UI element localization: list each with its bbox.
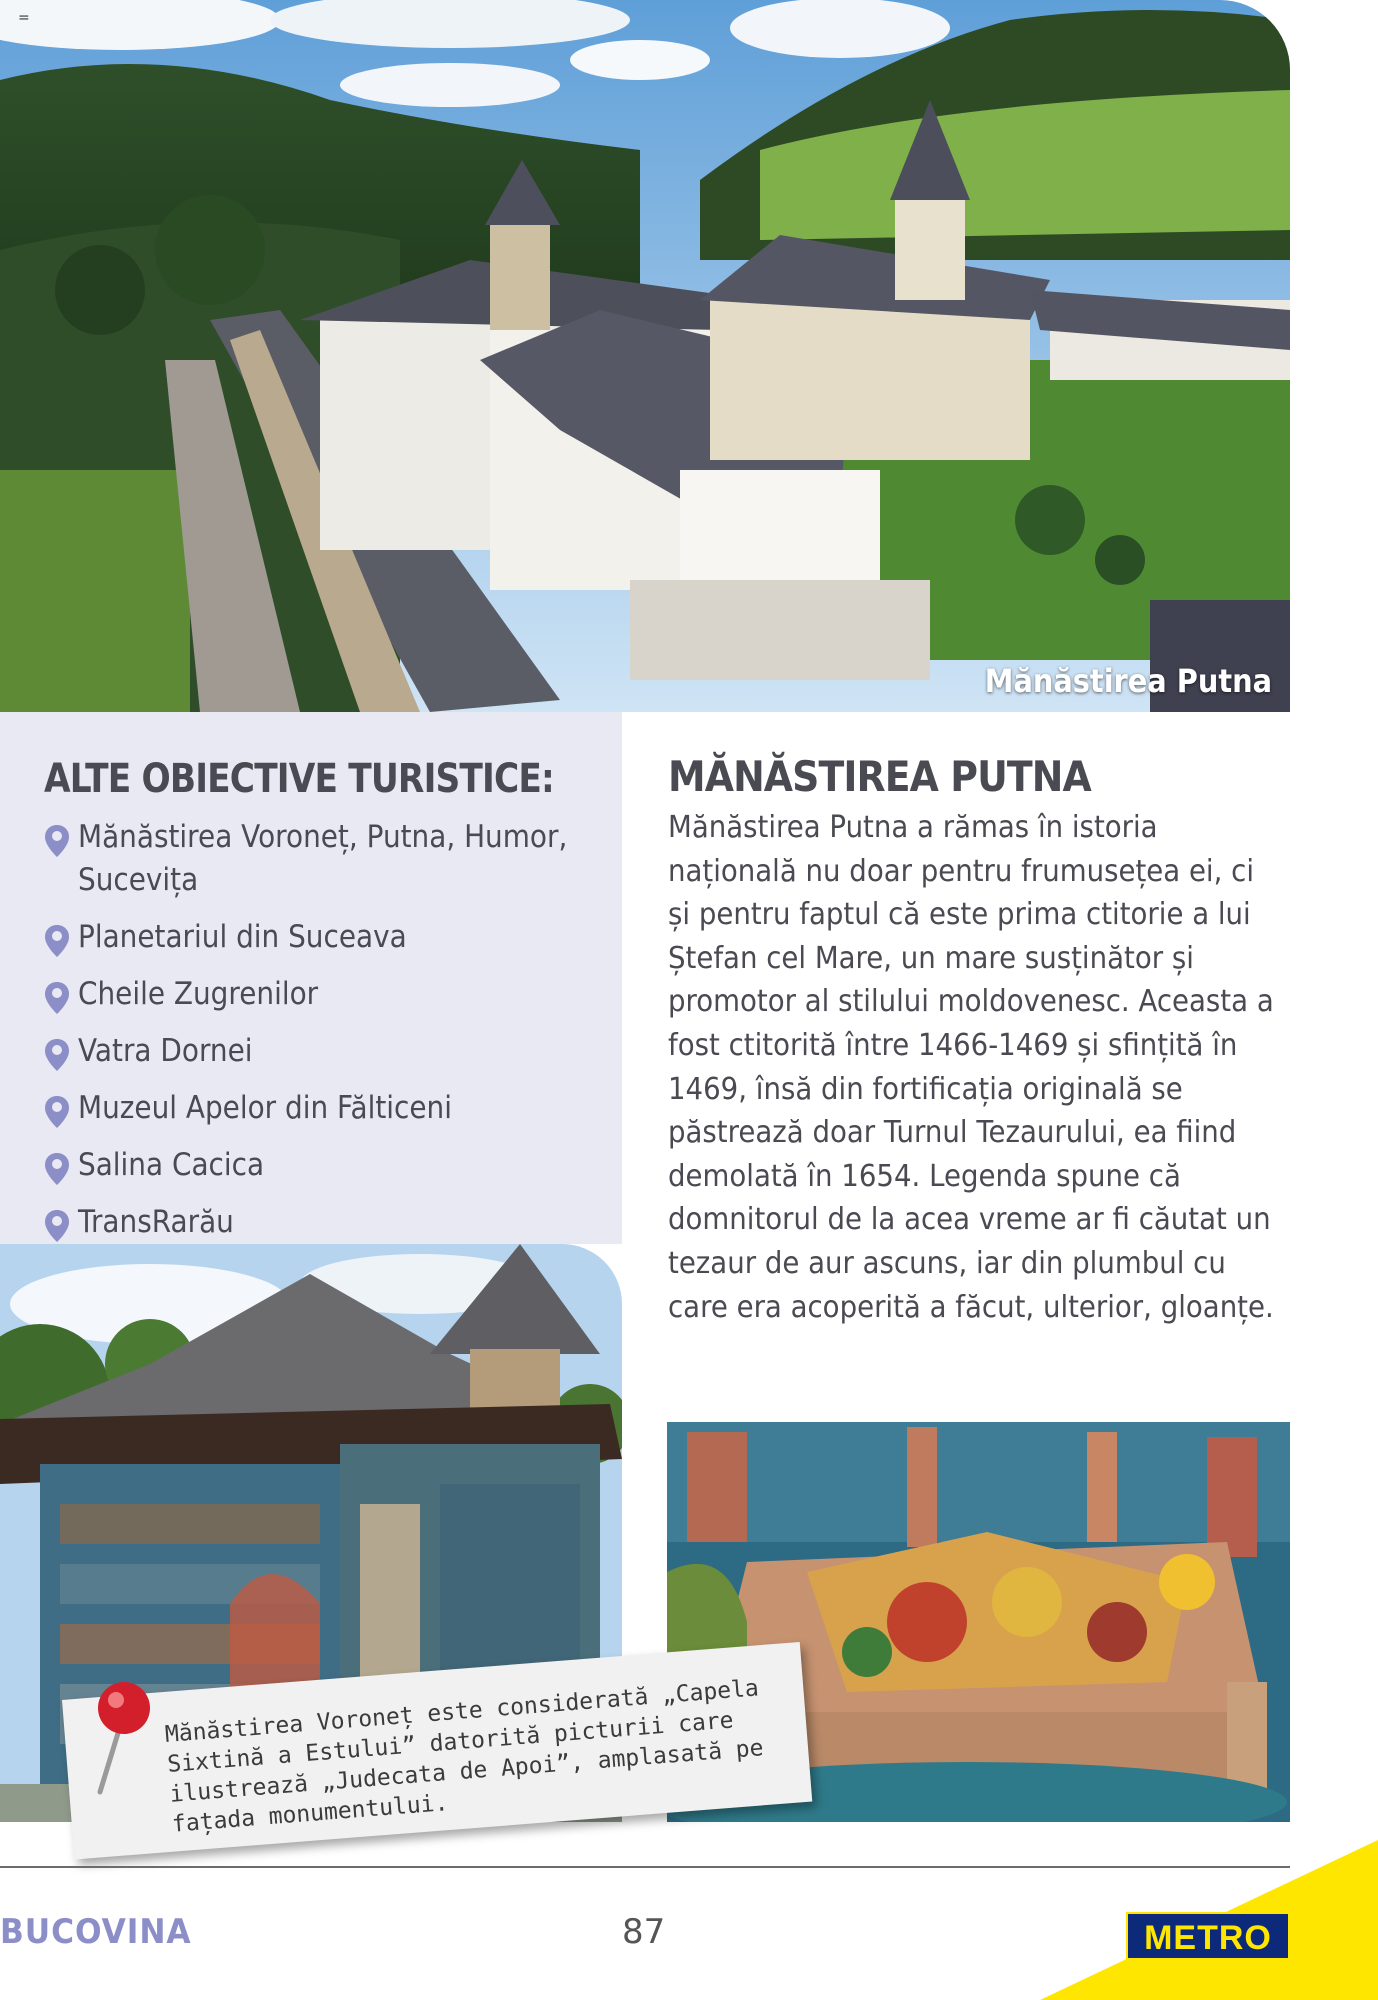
section-label: BUCOVINA [0, 1912, 192, 1952]
list-item [40, 1201, 600, 1244]
location-pin-icon [44, 924, 70, 958]
hero-caption: Mănăstirea Putna [984, 662, 1272, 700]
list-item [40, 1030, 600, 1073]
putna-monastery-illustration [0, 0, 1290, 712]
list-item [40, 973, 600, 1016]
other-sights-title: ALTE OBIECTIVE TURISTICE: [44, 756, 554, 802]
pushpin-icon [86, 1680, 156, 1800]
metro-logo: METRO [1126, 1912, 1290, 1960]
list-item-label: Planetariul din Suceava [78, 919, 407, 955]
note-text: Mănăstirea Voroneț este considerată „Capela Sixtină a Estului” datorită picturii care ilustrează „Judecata de Apoi”, amplasată pe fațada monumentului. [164, 1675, 765, 1838]
list-item [40, 1087, 600, 1130]
list-item-label: Muzeul Apelor din Fălticeni [78, 1090, 452, 1126]
article-body: Mănăstirea Putna a rămas în istoria națională nu doar pentru frumusețea ei, ci și pentru faptul că este prima ctitorie a lui Ștefan cel Mare, un mare susținător și promotor al stilului moldovenesc. Aceasta a fost ctitorită între 1466-1469 și sfințită în 1469, însă din fortificația originală se păstrează doar Turnul Tezaurului, ea fiind demolată în 1654. Legenda spune că domnitorul de la acea vreme ar fi căutat un tezaur de aur ascuns, iar din plumbul cu care era acoperită a făcut, ulterior, gloanțe. [668, 810, 1274, 1325]
location-pin-icon [44, 1095, 70, 1129]
page-number: 87 [622, 1912, 666, 1952]
list-item [40, 916, 600, 959]
list-item [40, 816, 600, 902]
list-item-label: Cheile Zugrenilor [78, 976, 319, 1012]
location-pin-icon [44, 1152, 70, 1186]
other-sights-list [40, 816, 600, 1258]
list-item-label: Vatra Dornei [78, 1033, 253, 1069]
location-pin-icon [44, 981, 70, 1015]
list-item [40, 1144, 600, 1187]
list-item-label: Salina Cacica [78, 1147, 265, 1183]
article-title: MĂNĂSTIREA PUTNA [668, 752, 1091, 801]
corner-mark: = [18, 10, 30, 26]
location-pin-icon [44, 1038, 70, 1072]
hero-photo [0, 0, 1290, 712]
other-sights-panel [0, 712, 622, 1244]
list-item-label: TransRarău [78, 1204, 234, 1240]
location-pin-icon [44, 824, 70, 858]
location-pin-icon [44, 1209, 70, 1243]
list-item-label: Mănăstirea Voroneț, Putna, Humor, Sucevița [78, 819, 568, 898]
